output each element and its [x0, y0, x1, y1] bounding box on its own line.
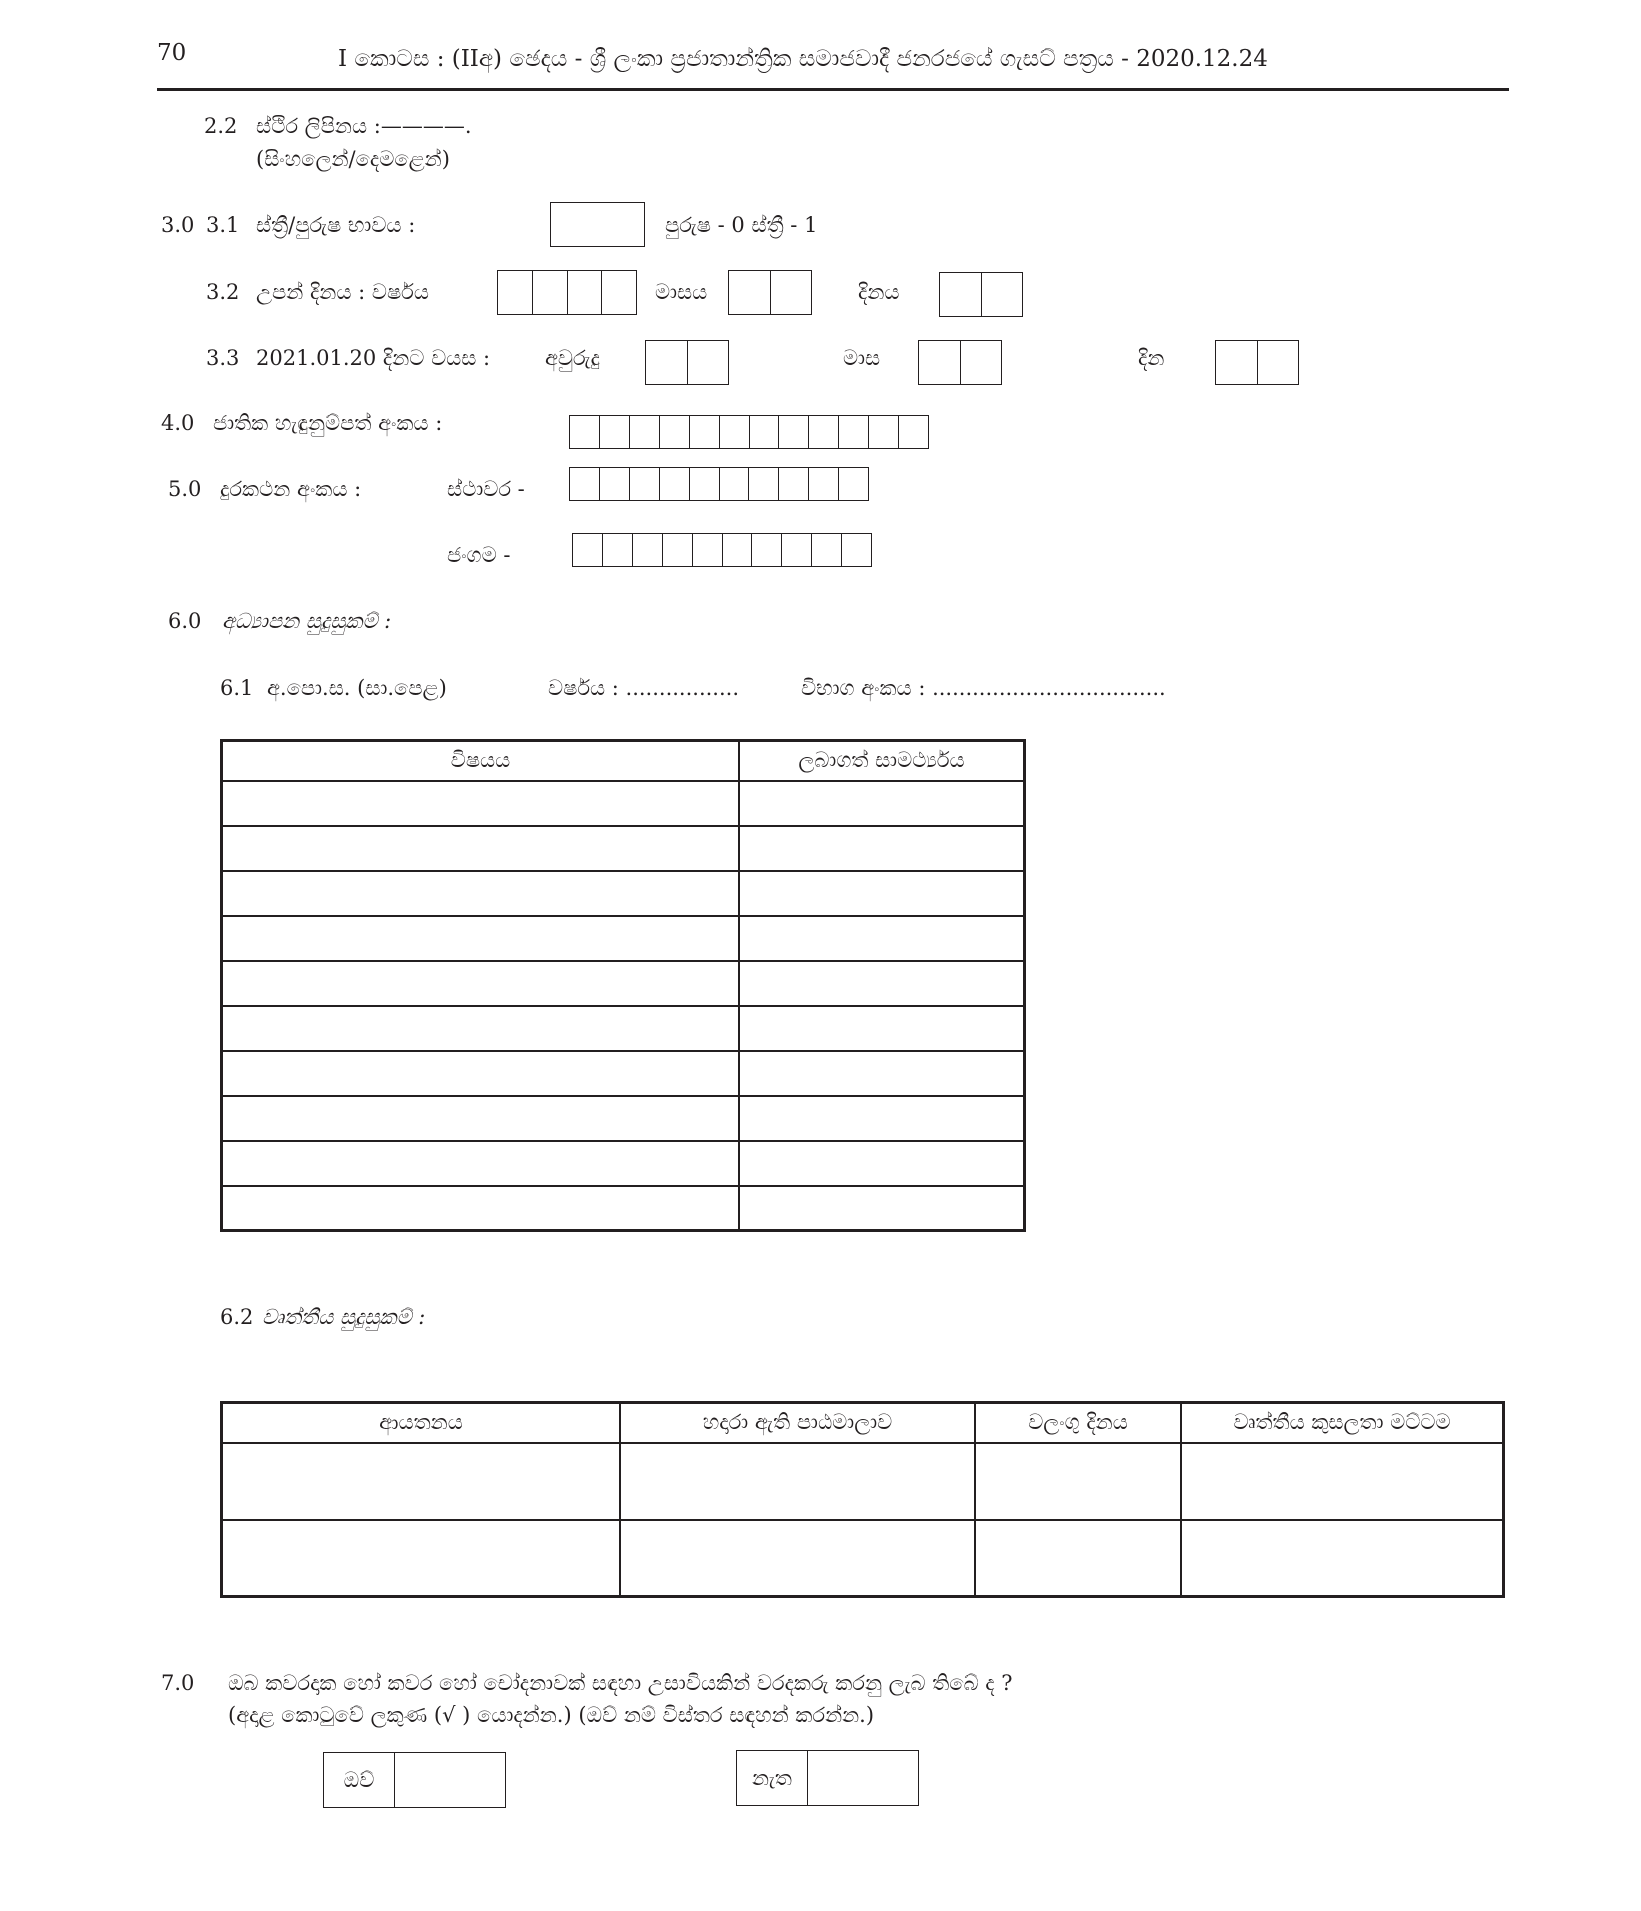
skill-level-cell[interactable]: [1181, 1520, 1504, 1597]
digit-box[interactable]: [779, 416, 809, 448]
table-row: [222, 781, 1025, 826]
birth-date-year-label: උපන් දිනය : වර්ෂය: [256, 280, 429, 304]
age-label: 2021.01.20 දිනට වයස :: [256, 346, 491, 370]
course-cell[interactable]: [620, 1520, 975, 1597]
digit-box[interactable]: [1258, 341, 1300, 384]
ol-exam-index-field: විභාග අංකය : ...................................: [801, 676, 1166, 700]
digit-box[interactable]: [630, 416, 660, 448]
subject-cell[interactable]: [222, 1186, 740, 1231]
subject-cell[interactable]: [222, 1006, 740, 1051]
no-checkbox[interactable]: [808, 1751, 918, 1805]
digit-box[interactable]: [600, 416, 630, 448]
ol-results-table: [220, 739, 1026, 1232]
table-row: [222, 1051, 1025, 1096]
digit-box[interactable]: [752, 534, 782, 566]
section-3-1-number: 3.1: [206, 213, 240, 237]
valid-date-cell[interactable]: [975, 1520, 1181, 1597]
table-header-row: [222, 741, 1025, 781]
digit-box[interactable]: [568, 271, 603, 314]
digit-box[interactable]: [729, 271, 771, 314]
no-option-box: [736, 1750, 919, 1806]
valid-date-column-header: වලංගු දිනය: [975, 1403, 1181, 1443]
section-3-0-number: 3.0: [161, 213, 195, 237]
digit-box[interactable]: [919, 341, 961, 384]
grade-column-header: ලබාගත් සාමර්ථ්‍යය: [739, 741, 1025, 781]
digit-box[interactable]: [961, 341, 1003, 384]
telephone-number-label: දුරකථන අංකය :: [220, 477, 362, 501]
digit-box[interactable]: [723, 534, 753, 566]
section-7-0-number: 7.0: [161, 1671, 195, 1695]
table-row: [222, 916, 1025, 961]
subject-cell[interactable]: [222, 916, 740, 961]
digit-box[interactable]: [688, 341, 730, 384]
permanent-address-language-note: (සිංහලෙන්/දෙමළෙන්): [256, 147, 450, 171]
permanent-address-label: ස්ථිර ලිපිනය :————.: [256, 114, 472, 138]
gender-code-legend: පුරුෂ - 0 ස්ත්‍රී - 1: [665, 213, 818, 237]
digit-box[interactable]: [779, 468, 809, 500]
digit-box[interactable]: [693, 534, 723, 566]
digit-box[interactable]: [660, 468, 690, 500]
telephone-fixed-label: ස්ථාවර -: [447, 477, 525, 501]
digit-box[interactable]: [720, 416, 750, 448]
digit-box[interactable]: [720, 468, 750, 500]
table-row: [222, 1186, 1025, 1231]
grade-cell[interactable]: [739, 1096, 1025, 1141]
subject-cell[interactable]: [222, 1051, 740, 1096]
table-row: [222, 1096, 1025, 1141]
grade-cell[interactable]: [739, 826, 1025, 871]
nic-number-boxes[interactable]: [569, 415, 929, 449]
course-cell[interactable]: [620, 1443, 975, 1520]
page-number: 70: [157, 40, 187, 66]
table-row: [222, 1006, 1025, 1051]
digit-box[interactable]: [690, 416, 720, 448]
digit-box[interactable]: [570, 416, 600, 448]
institution-column-header: ආයතනය: [222, 1403, 621, 1443]
table-row: [222, 1520, 1504, 1597]
page-header-title: I කොටස : (IIඅ) ඡෙදය - ශ්‍රී ලංකා ප්‍රජාතාන්ත්‍රික සමාජවාදී ජනරජයේ ගැසට් පත්‍රය - 2020.12.24: [338, 46, 1268, 72]
digit-box[interactable]: [809, 416, 839, 448]
subject-column-header: විෂයය: [222, 741, 740, 781]
digit-box[interactable]: [603, 534, 633, 566]
subject-cell[interactable]: [222, 1096, 740, 1141]
grade-cell[interactable]: [739, 1141, 1025, 1186]
section-2-2-number: 2.2: [204, 114, 238, 138]
digit-box[interactable]: [869, 416, 899, 448]
age-days-label: දින: [1138, 346, 1165, 370]
digit-box[interactable]: [771, 271, 813, 314]
table-header-row: [222, 1403, 1504, 1443]
ol-exam-year-field: වර්ෂය : .................: [548, 676, 740, 700]
yes-option-box: [323, 1752, 506, 1808]
digit-box[interactable]: [1216, 341, 1258, 384]
skill-level-column-header: වෘත්තීය කුසලතා මට්ටම: [1181, 1403, 1504, 1443]
ol-exam-label: අ.පො.ස. (සා.පෙළ): [267, 676, 447, 700]
digit-box[interactable]: [630, 468, 660, 500]
digit-box[interactable]: [982, 273, 1024, 316]
grade-cell[interactable]: [739, 781, 1025, 826]
subject-cell[interactable]: [222, 1141, 740, 1186]
subject-cell[interactable]: [222, 781, 740, 826]
valid-date-cell[interactable]: [975, 1443, 1181, 1520]
birth-year-boxes[interactable]: [497, 270, 637, 315]
digit-box[interactable]: [749, 468, 779, 500]
digit-box[interactable]: [839, 416, 869, 448]
gender-input-box[interactable]: [550, 202, 645, 247]
telephone-mobile-boxes[interactable]: [572, 533, 872, 567]
section-3-3-number: 3.3: [206, 346, 240, 370]
institution-cell[interactable]: [222, 1443, 621, 1520]
grade-cell[interactable]: [739, 961, 1025, 1006]
table-row: [222, 961, 1025, 1006]
telephone-fixed-boxes[interactable]: [569, 467, 869, 501]
table-row: [222, 871, 1025, 916]
section-6-1-number: 6.1: [220, 676, 254, 700]
age-years-boxes[interactable]: [645, 340, 729, 385]
digit-box[interactable]: [839, 468, 869, 500]
institution-cell[interactable]: [222, 1520, 621, 1597]
birth-month-boxes[interactable]: [728, 270, 812, 315]
subject-cell[interactable]: [222, 961, 740, 1006]
digit-box[interactable]: [812, 534, 842, 566]
grade-cell[interactable]: [739, 871, 1025, 916]
digit-box[interactable]: [842, 534, 872, 566]
birth-day-label: දිනය: [858, 280, 900, 304]
digit-box[interactable]: [690, 468, 720, 500]
digit-box[interactable]: [602, 271, 637, 314]
age-months-boxes[interactable]: [918, 340, 1002, 385]
age-days-boxes[interactable]: [1215, 340, 1299, 385]
table-row: [222, 826, 1025, 871]
table-row: [222, 1443, 1504, 1520]
grade-cell[interactable]: [739, 1186, 1025, 1231]
professional-qualifications-table: [220, 1401, 1505, 1598]
digit-box[interactable]: [940, 273, 982, 316]
digit-box[interactable]: [533, 271, 568, 314]
digit-box[interactable]: [646, 341, 688, 384]
digit-box[interactable]: [633, 534, 663, 566]
yes-option-label: ඔව්: [324, 1753, 395, 1807]
birth-month-label: මාසය: [655, 280, 708, 304]
digit-box[interactable]: [663, 534, 693, 566]
digit-box[interactable]: [809, 468, 839, 500]
grade-cell[interactable]: [739, 916, 1025, 961]
digit-box[interactable]: [782, 534, 812, 566]
digit-box[interactable]: [498, 271, 533, 314]
section-5-0-number: 5.0: [168, 477, 202, 501]
digit-box[interactable]: [660, 416, 690, 448]
conviction-instruction: (අදාළ කොටුවේ ලකුණ (√ ) යොදන්න.) (ඔව් නම් විස්තර සඳහන් කරන්න.): [228, 1703, 875, 1727]
conviction-question: ඔබ කවරදාක හෝ කවර හෝ චෝදනාවක් සඳහා උසාවියකින් වරදකරු කරනු ලැබ තිබේ ද ?: [228, 1671, 1013, 1695]
grade-cell[interactable]: [739, 1051, 1025, 1096]
digit-box[interactable]: [750, 416, 780, 448]
professional-qualifications-heading: වෘත්තීය සුදුසුකම් :: [262, 1305, 426, 1329]
age-months-label: මාස: [843, 346, 881, 370]
section-6-0-number: 6.0: [168, 609, 202, 633]
table-row: [222, 1141, 1025, 1186]
no-option-label: නැත: [737, 1751, 808, 1805]
section-4-0-number: 4.0: [161, 411, 195, 435]
gender-label: ස්ත්‍රී/පුරුෂ භාවය :: [256, 213, 416, 237]
telephone-mobile-label: ජංගම -: [447, 543, 511, 567]
educational-qualifications-heading: අධ්‍යාපන සුදුසුකම් :: [222, 609, 392, 633]
grade-cell[interactable]: [739, 1006, 1025, 1051]
age-years-label: අවුරුදු: [545, 346, 600, 370]
section-6-2-number: 6.2: [220, 1305, 254, 1329]
subject-cell[interactable]: [222, 826, 740, 871]
yes-checkbox[interactable]: [395, 1753, 505, 1807]
digit-box[interactable]: [899, 416, 929, 448]
birth-day-boxes[interactable]: [939, 272, 1023, 317]
nic-number-label: ජාතික හැඳුනුම්පත් අංකය :: [213, 411, 443, 435]
skill-level-cell[interactable]: [1181, 1443, 1504, 1520]
section-3-2-number: 3.2: [206, 280, 240, 304]
digit-box[interactable]: [573, 534, 603, 566]
course-column-header: හදාරා ඇති පාඨමාලාව: [620, 1403, 975, 1443]
digit-box[interactable]: [600, 468, 630, 500]
header-rule: [157, 88, 1509, 91]
digit-box[interactable]: [570, 468, 600, 500]
subject-cell[interactable]: [222, 871, 740, 916]
